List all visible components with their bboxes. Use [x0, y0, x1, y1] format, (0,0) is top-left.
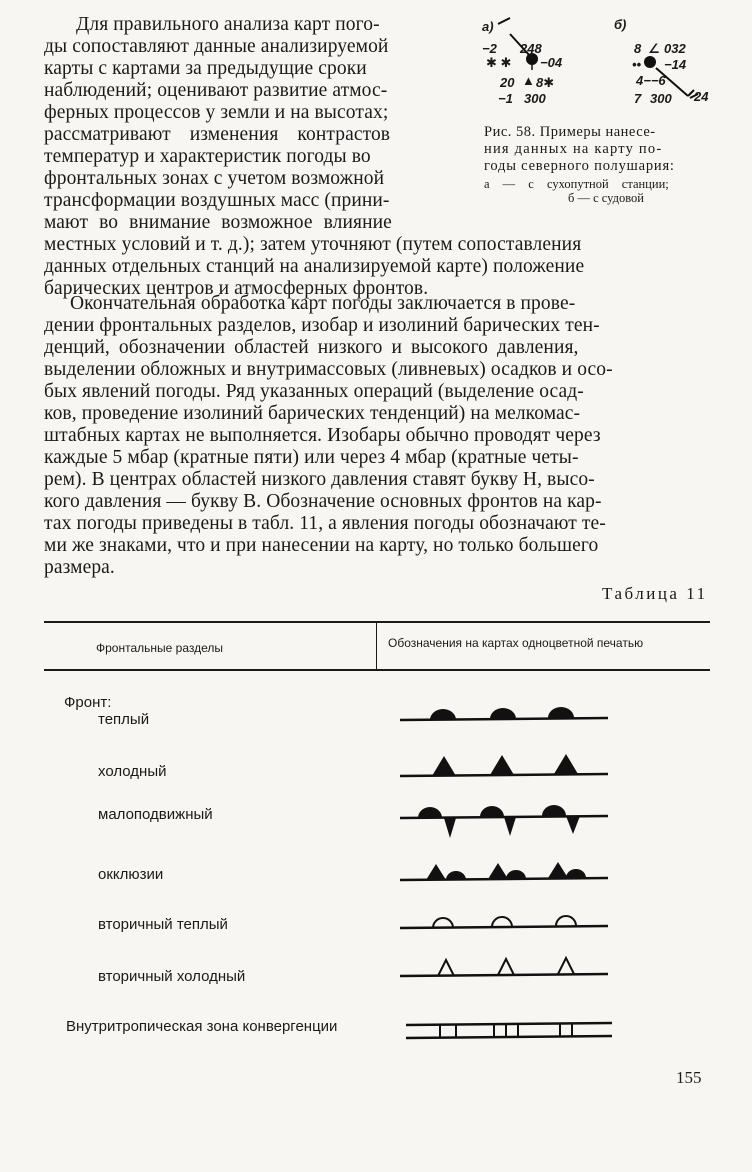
para1-line: ферных процессов у земли и на высотах;: [44, 102, 389, 123]
itcz-symbol: [406, 1023, 612, 1038]
page-number: 155: [676, 1068, 702, 1087]
table-header-col2: Обозначения на картах одноцветной печатью: [388, 636, 644, 650]
occluded-front-symbol: [400, 862, 608, 880]
para2-line: дении фронтальных разделов, изобар и изолиний барических тен-: [44, 315, 600, 336]
table-header-col1: Фронтальные разделы: [96, 641, 224, 655]
secondary-warm-front-symbol: [400, 916, 608, 928]
station-b-bottom-left: 7: [634, 91, 642, 106]
stationary-front-symbol: [400, 805, 608, 838]
station-b-angle-icon: ∠: [648, 41, 660, 56]
para2-line: ков, проведение изолиний барических тенденций) на мелкомас-: [44, 403, 581, 424]
para1-line: местных условий и т. д.); затем уточняют (путем сопоставления: [44, 234, 582, 255]
para1-line: трансформации воздушных масс (прини-: [44, 190, 390, 211]
station-a-left-top: −2: [482, 41, 497, 56]
figure-caption-sub: б — с судовой: [568, 191, 644, 205]
station-a-cloud: 8✱: [536, 75, 555, 90]
station-b-tendency: −14: [664, 57, 687, 72]
para1-line: ды сопоставляют данные анализируемой: [44, 36, 389, 57]
table-row-label: теплый: [98, 711, 150, 728]
station-b-waves: 4−−6: [636, 73, 666, 88]
para1-line: Для правильного анализа карт пого-: [76, 14, 380, 35]
table-caption: Таблица 11: [602, 584, 708, 603]
para2-line: тах погоды приведены в табл. 11, а явления погоды обозначают те-: [44, 513, 606, 534]
station-a-pressure: 248: [520, 41, 542, 56]
para2-line: размера.: [44, 557, 115, 578]
table-group-label: Фронт:: [64, 694, 112, 711]
table-row-label: малоподвижный: [98, 806, 213, 823]
para1-line: рассматривают изменения контрастов: [44, 124, 391, 145]
station-b-bottom-mid: 300: [650, 91, 672, 106]
para2-line: штабных картах не выполняется. Изобары обычно проводят через: [44, 425, 601, 446]
secondary-cold-front-symbol: [400, 958, 608, 976]
para2-line: денций, обозначении областей низкого и высокого давления,: [44, 337, 579, 358]
para1-line: карты с картами за предыдущие сроки: [44, 58, 367, 79]
station-b-label: б): [614, 17, 627, 32]
para1-line: данных отдельных станций на анализируемой карте) положение: [44, 256, 585, 277]
figure-caption-line: годы северного полушария:: [484, 158, 675, 174]
para2-line: бых явлений погоды. Ряд указанных операций (выделение осад-: [44, 381, 584, 402]
station-a-bottom-left: −1: [498, 91, 513, 106]
table-row-label: холодный: [98, 763, 167, 780]
station-a-dewpoint: 20: [500, 75, 515, 90]
cold-front-symbol: [400, 754, 608, 776]
para2-line: кого давления — букву В. Обозначение основных фронтов на кар-: [44, 491, 602, 512]
table-row-label: окклюзии: [98, 866, 164, 883]
para1-line: температур и характеристик погоды во: [44, 146, 371, 167]
station-b-top-left: 8: [634, 41, 642, 56]
figure-caption-line: ния данных на карту по-: [484, 141, 663, 157]
figure-caption-sub: а — с сухопутной станции;: [484, 177, 669, 191]
para2-line: выделении обложных и внутримассовых (ливневых) осадков и осо-: [44, 359, 613, 380]
para1-line: мают во внимание возможное влияние: [44, 212, 392, 233]
para2-line: ми же знаками, что и при нанесении на карту, но только большего: [44, 535, 599, 556]
station-b-bottom-right: 24: [694, 89, 709, 104]
para1-line: фронтальных зонах с учетом возможной: [44, 168, 385, 189]
figure-caption-line: Рис. 58. Примеры нанесе-: [484, 124, 656, 140]
para1-line: барических центров и атмосферных фронтов.: [44, 278, 429, 299]
table-row-label: Внутритропическая зона конвергенции: [66, 1018, 338, 1035]
station-a-cloud-icon: ▲: [522, 73, 535, 88]
para2-line: каждые 5 мбар (кратные пяти) или через 4 мбар (кратные четы-: [44, 447, 579, 468]
station-a-label: а): [482, 19, 494, 34]
station-b-pressure: 032: [664, 41, 686, 56]
warm-front-symbol: [400, 707, 608, 720]
station-a-tendency: −04: [540, 55, 563, 70]
para1-line: наблюдений; оценивают развитие атмос-: [44, 80, 388, 101]
para2-line: рем). В центрах областей низкого давления ставят букву Н, высо-: [44, 469, 595, 490]
station-a-bottom-right: 300: [524, 91, 546, 106]
table-row-label: вторичный холодный: [98, 968, 246, 985]
para2-line: Окончательная обработка карт погоды заключается в прове-: [70, 293, 576, 314]
table-row-label: вторичный теплый: [98, 916, 228, 933]
station-b-weather: ••: [632, 57, 642, 72]
station-a-symbols: ✱ ✱: [486, 55, 512, 70]
